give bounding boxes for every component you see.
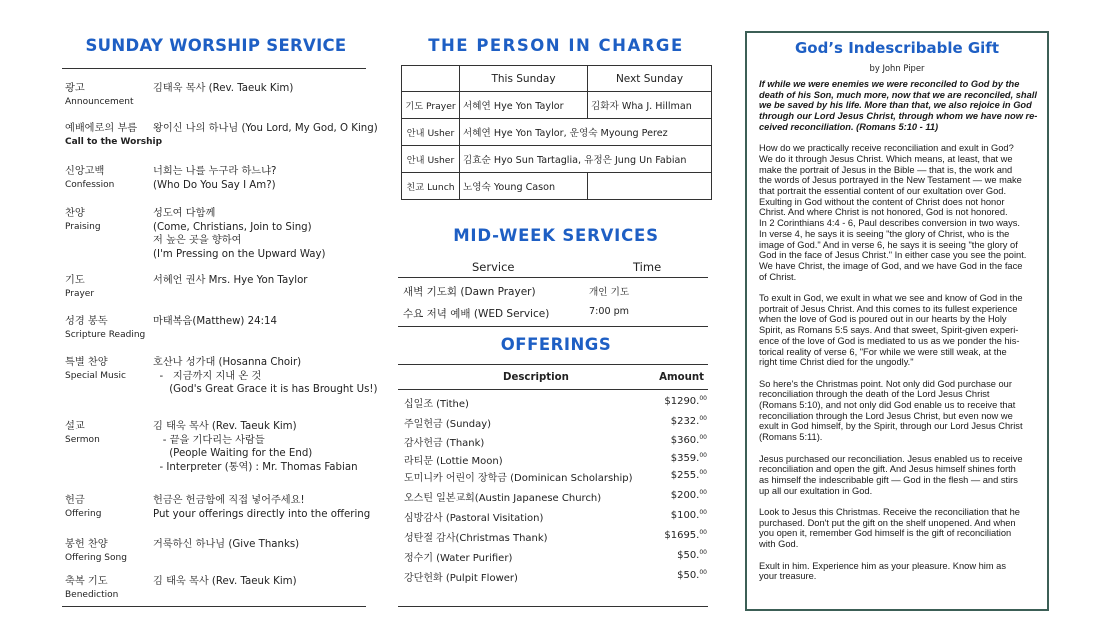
item-detail: [153, 575, 373, 589]
detail-line: 성도여 다함께: [153, 208, 216, 219]
item-korean-label: 찬양: [65, 208, 85, 219]
detail-line: 헌금은 헌금함에 직접 넣어주세요!: [153, 495, 305, 506]
text-line: of Christ.: [759, 271, 797, 282]
item-korean-label: 설교: [65, 421, 85, 432]
offering-description: 라티문 (Lottie Moon): [404, 456, 503, 467]
offering-amount: [671, 509, 707, 521]
item-detail: [153, 356, 378, 397]
text-line: So here's the Christmas point. Not only did God purchase our: [759, 378, 1012, 389]
service-item-benediction: [65, 575, 370, 605]
offering-description: 강단헌화 (Pulpit Flower): [404, 573, 518, 584]
devotional-paragraph: [759, 379, 1041, 443]
text-line: the words of Jesus portrayed in the New Testament — we make: [759, 175, 1022, 186]
offering-description: 도미니카 어린이 장학금 (Dominican Scholarship): [404, 473, 633, 484]
text-line: We have Christ, the image of God, and we have God in the face: [759, 260, 1023, 271]
amount-cents: 00: [699, 509, 707, 516]
item-detail: [153, 207, 373, 261]
item-korean-label: 축복 기도: [65, 576, 108, 587]
divider: [398, 326, 708, 327]
amount-cents: 00: [699, 395, 707, 402]
this-sunday-cell: 서혜연 Hye Yon Taylor, 운영숙 Myoung Perez: [460, 119, 712, 146]
amount-cents: 00: [699, 469, 707, 476]
text-line: ence of the love of God is mediated to us as we ponder the his-: [759, 335, 1020, 346]
detail-line: 김태욱 목사 (Rev. Taeuk Kim): [153, 83, 294, 94]
text-line: God in the face of Jesus Christ." In either case you see the point.: [759, 250, 1027, 261]
item-korean-label: 특별 찬양: [65, 357, 108, 368]
table-header-cell: Next Sunday: [588, 66, 712, 92]
role-cell: 친교 Lunch: [402, 173, 460, 200]
service-cell: 수요 저녁 예배 (WED Service): [403, 308, 550, 320]
detail-line: (God's Great Grace it is has Brought Us!): [153, 384, 378, 395]
table-row: [404, 509, 707, 529]
devotional-lead-paragraph: [759, 79, 1041, 133]
offering-amount: [677, 569, 707, 581]
devotional-box: [745, 31, 1049, 611]
service-cell: 새벽 기도회 (Dawn Prayer): [403, 286, 536, 298]
service-item-scripture-reading: [65, 315, 370, 345]
item-english-label: Announcement: [65, 97, 134, 107]
amount-cents: 00: [699, 489, 707, 496]
detail-line: (Come, Christians, Join to Sing): [153, 221, 312, 233]
service-item-announcement: [65, 82, 370, 112]
detail-line: 서혜언 권사 Mrs. Hye Yon Taylor: [153, 275, 308, 286]
item-detail: [153, 315, 373, 329]
service-item-confession: [65, 165, 370, 195]
text-line: with God.: [759, 539, 799, 550]
amount-column-header: Amount: [659, 372, 704, 383]
next-sunday-cell: [588, 173, 712, 200]
text-line: when the love of God is poured out in our hearts by the Holy: [759, 314, 1007, 325]
time-cell: 개인 기도: [589, 287, 630, 298]
item-korean-label: 광고: [65, 83, 85, 94]
this-sunday-cell: 노영숙 Young Cason: [460, 173, 588, 200]
text-line: right time Christ died for the ungodly.": [759, 357, 914, 368]
detail-line: 저 높은 곳을 향하여: [153, 235, 242, 246]
table-row: [402, 92, 712, 119]
offerings-table-header: [398, 370, 708, 388]
table-row: [402, 119, 712, 146]
offering-description: 오스틴 일본교회(Austin Japanese Church): [404, 493, 602, 504]
service-column-header: Service: [472, 260, 515, 274]
detail-line: (Who Do You Say I Am?): [153, 179, 276, 191]
person-in-charge-table: [401, 65, 712, 200]
item-korean-label: 예배에로의 부름: [65, 123, 138, 134]
text-line: In 2 Corinthians 4:4 - 6, Paul describes conversion in two ways.: [759, 218, 1020, 229]
text-line: purchased. Don't put the gift on the shelf unopened. And when: [759, 517, 1016, 528]
midweek-services-title: MID-WEEK SERVICES: [453, 226, 659, 245]
detail-line: Put your offerings directly into the offering: [153, 508, 371, 520]
devotional-paragraph: [759, 293, 1041, 368]
table-row: [404, 415, 707, 435]
table-row: [404, 549, 707, 569]
table-header-row: [402, 66, 712, 92]
detail-line: 왕이신 나의 하나님 (You Lord, My God, O King): [153, 123, 378, 134]
offering-description: 감사헌금 (Thank): [404, 438, 485, 449]
devotional-body: [759, 79, 1041, 593]
amount-value: $50.: [677, 550, 700, 561]
text-line: Christ. And where Christ is not honored, God is not honored.: [759, 207, 1008, 218]
item-english-label: Prayer: [65, 289, 95, 299]
table-row: [402, 173, 712, 200]
text-line: reconciliation through the Lord Jesus Christ, but even now we: [759, 410, 1013, 421]
time-cell: 7:00 pm: [589, 306, 630, 317]
text-line: reconciliation through the death of the Lord Jesus Christ: [759, 389, 990, 400]
item-detail: [153, 165, 373, 192]
text-line: How do we practically receive reconciliation and exult in God?: [759, 143, 1014, 154]
description-column-header: Description: [503, 372, 569, 383]
this-sunday-cell: 서혜연 Hye Yon Taylor: [460, 92, 588, 119]
text-line: (Romans 5:10), and not only did God enable us to receive that: [759, 400, 1016, 411]
person-in-charge-title: THE PERSON IN CHARGE: [428, 36, 684, 55]
item-english-label: Offering Song: [65, 553, 127, 563]
service-item-special-music: [65, 356, 378, 400]
offering-amount: [671, 415, 707, 427]
detail-line: - 지금까지 지내 온 것: [153, 370, 262, 382]
text-line: In verse 4, he says it is seeing "the glory of Christ, who is the: [759, 228, 1010, 239]
table-row: [403, 284, 703, 304]
divider: [62, 606, 366, 607]
offering-amount: [671, 434, 707, 446]
table-row: [404, 529, 707, 549]
table-header-cell: [402, 66, 460, 92]
devotional-paragraph: [759, 507, 1041, 550]
text-line: exult in God himself, by the Spirit, through our Lord Jesus Christ: [759, 421, 1023, 432]
offering-amount: [671, 489, 707, 501]
text-line: you open it, remember God himself is the gift of reconciliation: [759, 528, 1012, 539]
service-item-praising: [65, 207, 370, 263]
text-line: make the portrait of Jesus in the Bible — that is, the work and: [759, 164, 1013, 175]
offering-amount: [677, 549, 707, 561]
service-item-call-to-worship: [65, 122, 378, 152]
amount-value: $50.: [677, 570, 700, 581]
item-korean-label: 신앙고백: [65, 166, 105, 177]
amount-value: $200.: [670, 490, 700, 501]
amount-cents: 00: [699, 529, 707, 536]
role-cell: 안내 Usher: [402, 146, 460, 173]
item-detail: [153, 274, 373, 288]
table-header-cell: This Sunday: [460, 66, 588, 92]
text-line: (Romans 5:11).: [759, 432, 823, 443]
time-column-header: Time: [633, 260, 662, 274]
item-korean-label: 헌금: [65, 495, 85, 506]
detail-line: 너희는 나를 누구라 하느냐?: [153, 166, 277, 177]
table-row: [404, 569, 707, 589]
offering-amount: [671, 452, 707, 464]
table-row: [403, 306, 703, 326]
amount-cents: 00: [699, 549, 707, 556]
amount-value: $1695.: [664, 530, 700, 541]
item-english-label: Benediction: [65, 590, 119, 600]
text-line: through our Lord Jesus Christ, through whom we have now re-: [759, 111, 1038, 122]
item-english-label: Call to the Worship: [65, 137, 163, 147]
text-line: that portrait the essential content of our exultation over God.: [759, 186, 1007, 197]
text-line: We do it through Jesus Christ. Which means, at least, that we: [759, 153, 1013, 164]
divider: [398, 606, 708, 607]
table-row: [404, 434, 707, 454]
text-line: image of God." And in verse 6, he says it is seeing "the glory of: [759, 239, 1018, 250]
amount-value: $100.: [670, 510, 700, 521]
item-detail: [153, 122, 378, 136]
devotional-paragraph: [759, 454, 1041, 497]
text-line: your treasure.: [759, 571, 817, 582]
table-row: [404, 489, 707, 509]
offering-description: 심방감사 (Pastoral Visitation): [404, 513, 544, 524]
devotional-paragraph: [759, 561, 1041, 582]
table-row: [402, 146, 712, 173]
text-line: Exulting in God without the content of Christ does not honor: [759, 196, 1005, 207]
service-item-sermon: [65, 420, 370, 478]
sunday-worship-title: SUNDAY WORSHIP SERVICE: [85, 36, 347, 55]
text-line: Jesus purchased our reconciliation. Jesus enabled us to receive: [759, 453, 1023, 464]
item-english-label: Special Music: [65, 371, 126, 381]
offering-amount: [664, 529, 707, 541]
divider: [398, 364, 708, 365]
item-english-label: Sermon: [65, 435, 100, 445]
item-korean-label: 성경 봉독: [65, 316, 108, 327]
text-line: Spirit, as Romans 5:5 says. And that sweet, Spirit-given experi-: [759, 325, 1019, 336]
amount-cents: 00: [699, 434, 707, 441]
amount-value: $232.: [670, 416, 700, 427]
text-line: If while we were enemies we were reconciled to God by the: [759, 79, 1020, 89]
item-english-label: Confession: [65, 180, 115, 190]
divider: [62, 68, 366, 69]
offering-description: 십일조 (Tithe): [404, 399, 469, 410]
amount-cents: 00: [699, 415, 707, 422]
detail-line: 마태복음(Matthew) 24:14: [153, 316, 277, 327]
detail-line: 김 태욱 목사 (Rev. Taeuk Kim): [153, 421, 297, 432]
detail-line: 김 태욱 목사 (Rev. Taeuk Kim): [153, 576, 297, 587]
offering-amount: [664, 395, 707, 407]
next-sunday-cell: 김화자 Wha J. Hillman: [588, 92, 712, 119]
amount-cents: 00: [699, 452, 707, 459]
midweek-table-header: [398, 258, 708, 278]
item-english-label: Praising: [65, 222, 101, 232]
item-detail: [153, 420, 373, 474]
offering-description: 성탄절 감사(Christmas Thank): [404, 533, 548, 544]
detail-line: 거룩하신 하나님 (Give Thanks): [153, 539, 300, 550]
offerings-title: OFFERINGS: [500, 335, 612, 354]
offering-amount: [671, 469, 707, 481]
service-item-prayer: [65, 274, 370, 304]
text-line: up all our exultation in God.: [759, 485, 873, 496]
item-detail: [153, 538, 373, 552]
detail-line: 호산나 성가대 (Hosanna Choir): [153, 357, 302, 368]
table-row: [404, 395, 707, 415]
table-row: [404, 469, 707, 489]
text-line: ceived reconciliation. (Romans 5:10 - 11): [759, 121, 939, 132]
item-english-label: Offering: [65, 509, 102, 519]
text-line: reconciliation and open the gift. And Jesus himself shines forth: [759, 464, 1016, 475]
text-line: Look to Jesus this Christmas. Receive the reconciliation that he: [759, 507, 1020, 518]
amount-value: $360.: [670, 435, 700, 446]
devotional-author: by John Piper: [869, 63, 925, 73]
amount-cents: 00: [699, 569, 707, 576]
devotional-paragraph: [759, 143, 1041, 282]
text-line: To exult in God, we exult in what we see and know of God in the: [759, 293, 1023, 304]
role-cell: 안내 Usher: [402, 119, 460, 146]
role-cell: 기도 Prayer: [402, 92, 460, 119]
service-item-offering: [65, 494, 370, 524]
amount-value: $255.: [670, 470, 700, 481]
amount-value: $1290.: [664, 396, 700, 407]
devotional-title: God’s Indescribable Gift: [794, 39, 1000, 57]
item-korean-label: 기도: [65, 275, 85, 286]
offering-description: 주일헌금 (Sunday): [404, 419, 492, 430]
text-line: as himself the indescribable gift — God in the flesh — and stirs: [759, 474, 1018, 485]
text-line: portrait of Jesus Christ. And this comes to its fullest experience: [759, 303, 1018, 314]
detail-line: (I'm Pressing on the Upward Way): [153, 248, 326, 260]
amount-value: $359.: [670, 453, 700, 464]
item-detail: [153, 494, 373, 521]
text-line: Exult in him. Experience him as your pleasure. Know him as: [759, 560, 1006, 571]
item-english-label: Scripture Reading: [65, 330, 146, 340]
detail-line: - 끝을 기다리는 사람들: [153, 434, 265, 446]
detail-line: - Interpreter (통역) : Mr. Thomas Fabian: [153, 461, 358, 473]
item-korean-label: 봉헌 찬양: [65, 539, 108, 550]
text-line: torical reality of verse 6, "For while we were still weak, at the: [759, 346, 1007, 357]
offering-description: 정수기 (Water Purifier): [404, 553, 513, 564]
detail-line: (People Waiting for the End): [153, 448, 313, 459]
text-line: death of his Son, much more, now that we are reconciled, shall: [759, 89, 1037, 100]
service-item-offering-song: [65, 538, 370, 568]
this-sunday-cell: 김효순 Hyo Sun Tartaglia, 유정은 Jung Un Fabian: [460, 146, 712, 173]
item-detail: [153, 82, 373, 96]
text-line: we be saved by his life. More than that, we also rejoice in God: [759, 100, 1032, 111]
divider: [398, 389, 708, 390]
